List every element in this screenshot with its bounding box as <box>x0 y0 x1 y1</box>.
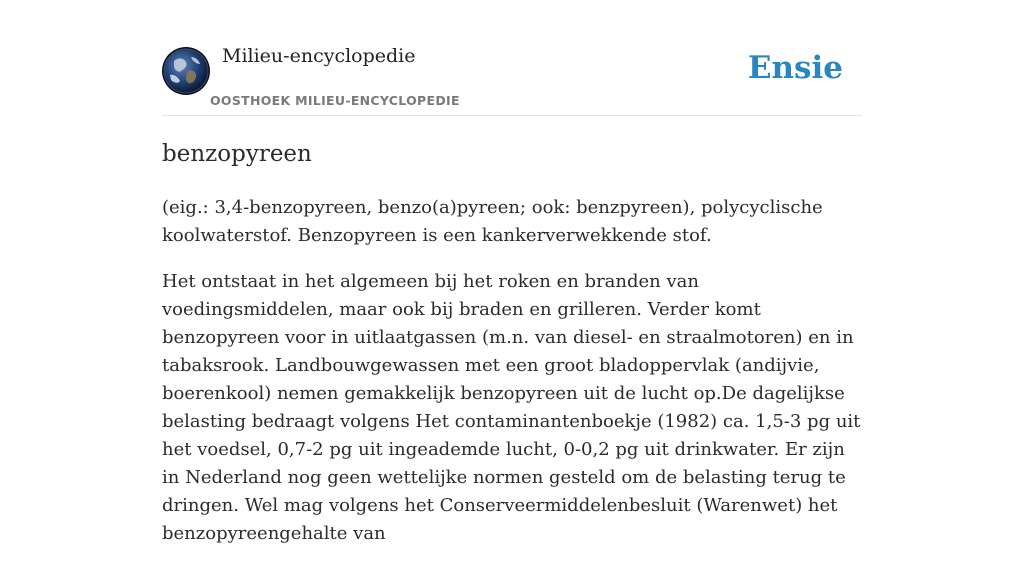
article-paragraph: (eig.: 3,4-benzopyreen, benzo(a)pyreen; ook: benzpyreen), polycyclische koolwaterstof. Benzopyreen is een kankerverwekkende stof. <box>162 197 823 246</box>
header <box>162 0 862 116</box>
article-paragraph: Het ontstaat in het algemeen bij het roken en branden van voedingsmiddelen, maar ook bij braden en grilleren. Verder komt benzopyreen voor in uitlaatgassen (m.n. van diesel- en straalmotoren) en in tabaksrook. Landbouwgewassen met een groot bladoppervlak (andijvie, boerenkool) nemen gemakkelijk benzopyreen uit de lucht op.De dagelijkse belasting bedraagt volgens Het contaminantenboekje (1982) ca. 1,5-3 pg uit het voedsel, 0,7-2 pg uit ingeademde lucht, 0-0,2 pg uit drinkwater. Er zijn in Nederland nog geen wettelijke normen gesteld om de belasting terug te dringen. Wel mag volgens het Conserveermiddelenbesluit (Warenwet) het benzopyreengehalte van <box>162 271 861 544</box>
article-term: benzopyreen <box>162 141 312 167</box>
brand-logo-link[interactable]: Ensie <box>747 50 843 86</box>
source-subtitle: OOSTHOEK MILIEU-ENCYCLOPEDIE <box>210 93 460 108</box>
article <box>162 138 862 566</box>
source-title[interactable]: Milieu-encyclopedie <box>222 45 416 67</box>
earth-globe-icon[interactable] <box>162 47 210 95</box>
